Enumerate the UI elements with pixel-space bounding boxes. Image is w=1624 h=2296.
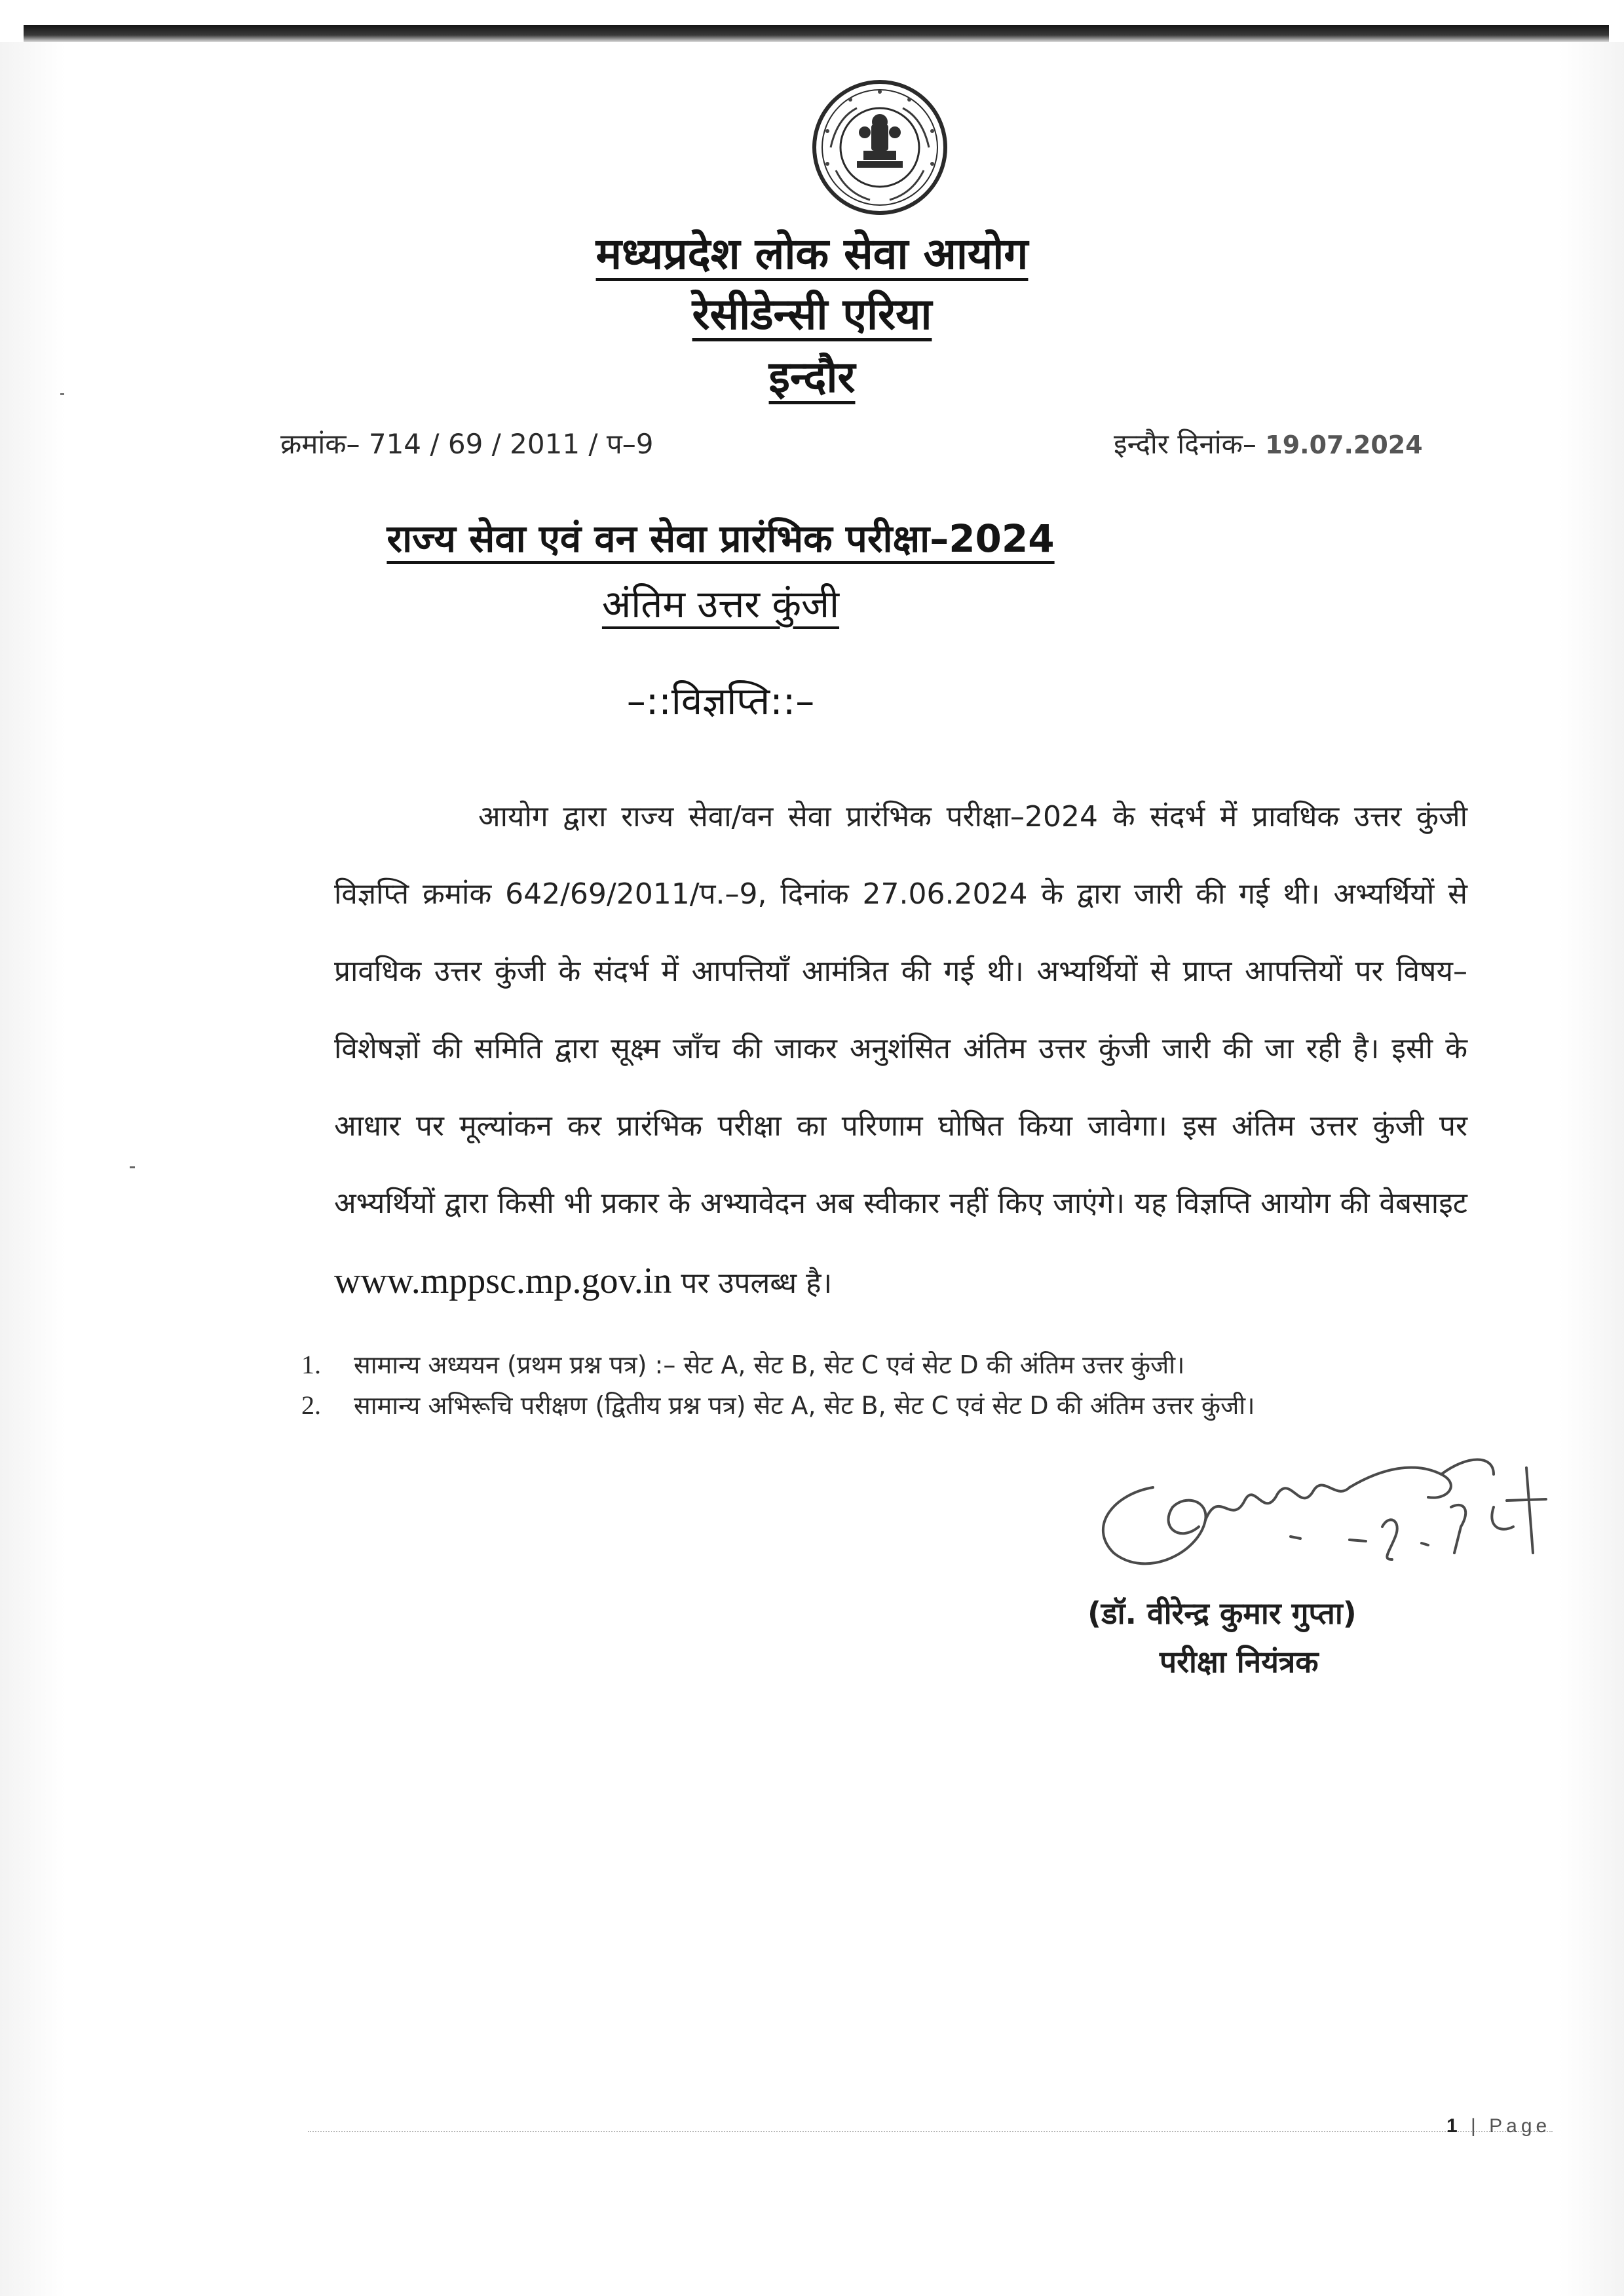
answer-key-list [301,1345,1481,1426]
website-link[interactable]: www.mppsc.mp.gov.in [334,1261,672,1301]
mppsc-emblem-icon [811,79,949,216]
date-value: 19.07.2024 [1265,430,1423,459]
list-item-number: 1. [301,1350,321,1379]
notice-body [334,778,1467,1322]
scan-top-edge [24,25,1609,42]
footer-divider [308,2131,1553,2132]
signatory-name: (डॉ. वीरेन्द्र कुमार गुप्ता) [1087,1596,1357,1631]
answer-key-title: अंतिम उत्तर कुंजी [601,582,840,626]
signatory-designation: परीक्षा नियंत्रक [1160,1644,1319,1679]
page-number: 1 [1446,2115,1462,2137]
list-item-number: 2. [301,1390,321,1420]
reference-number: क्रमांक– 714 / 69 / 2011 / प–9 [280,428,654,460]
exam-title: राज्य सेवा एवं वन सेवा प्रारंभिक परीक्षा–2024 [387,516,1055,561]
page-footer [1446,2115,1551,2137]
handwritten-signature [1074,1428,1585,1599]
notice-body-end: पर उपलब्ध है। [681,1267,833,1300]
list-item [301,1345,1481,1385]
date-label: इन्दौर दिनांक– [1114,428,1256,460]
organization-city: इन्दौर [768,352,856,402]
list-item [301,1385,1481,1426]
notice-body-text: आयोग द्वारा राज्य सेवा/वन सेवा प्रारंभिक परीक्षा–2024 के संदर्भ में प्रावधिक उत्तर कुंजी विज्ञप्ति क्रमांक 642/69/2011/प.–9, दिनांक 27.06.2024 के द्वारा जारी की गई थी। अभ्यर्थियों से प्रावधिक उत्तर कुंजी के संदर्भ में आपत्तियाँ आमंत्रित की गई थी। अभ्यर्थियों से प्राप्त आपत्तियों पर विषय–विशेषज्ञों की समिति द्वारा सूक्ष्म जाँच की जाकर अनुशंसित अंतिम उत्तर कुंजी जारी की जा रही है। इसी के आधार पर मूल्यांकन कर प्रारंभिक परीक्षा का परिणाम घोषित किया जावेगा। इस अंतिम उत्तर कुंजी पर अभ्यर्थियों द्वारा किसी भी प्रकार के अभ्यावेदन अब स्वीकार नहीं किए जाएंगे। यह विज्ञप्ति आयोग की वेबसाइट [334,800,1467,1220]
organization-name: मध्यप्रदेश लोक सेवा आयोग [595,229,1029,279]
list-item-text: सामान्य अध्ययन (प्रथम प्रश्न पत्र) :– सेट A, सेट B, सेट C एवं सेट D की अंतिम उत्तर कुंजी। [354,1350,1185,1379]
notice-heading: –::विज्ञप्ति::– [626,679,815,723]
list-item-text: सामान्य अभिरूचि परीक्षण (द्वितीय प्रश्न पत्र) सेट A, सेट B, सेट C एवं सेट D की अंतिम उत्तर कुंजी। [354,1391,1255,1420]
page-label: | Page [1471,2115,1551,2137]
reference-date [1114,425,1423,462]
organization-area: रेसीडेन्सी एरिया [692,289,932,339]
scan-speck [130,1166,135,1168]
